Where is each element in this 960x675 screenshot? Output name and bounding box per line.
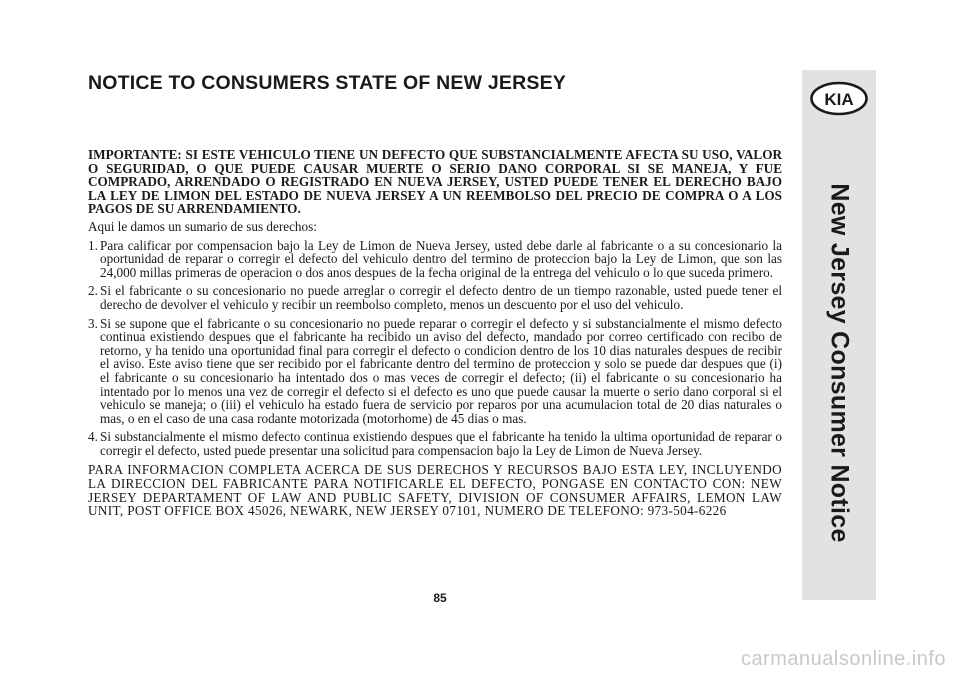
page-title: NOTICE TO CONSUMERS STATE OF NEW JERSEY [88, 72, 567, 94]
list-item-number: 3. [88, 315, 98, 331]
list-item-number: 1. [88, 237, 98, 253]
list-item-text: Si el fabricante o su concesionario no puede arreglar o corregir el defecto dentro de un tiempo razonable, usted puede tener el derecho de devolver el vehiculo y recibir un reembolso completo, menos un descuento por el uso del vehiculo. [100, 283, 782, 312]
list-item-number: 4. [88, 429, 98, 445]
intro-text: Aqui le damos un sumario de sus derechos: [88, 218, 317, 234]
page-number: 85 [433, 591, 447, 605]
list-item [88, 284, 782, 311]
contact-paragraph: PARA INFORMACION COMPLETA ACERCA DE SUS DERECHOS Y RECURSOS BAJO ESTA LEY, INCLUYENDO LA DIRECCION DEL FABRICANTE PARA NOTIFICARLE EL DEFECTO, PONGASE EN CONTACTO CON: NEW JERSEY DEPARTAMENT OF LAW AND PUBLIC SAFETY, DIVISION OF CONSUMER AFFAIRS, LEMON LAW UNIT, POST OFFICE BOX 45026, NEWARK, NEW JERSEY 07101, NUMERO DE TELEFONO: 973-504-6226 [88, 462, 782, 519]
rights-list [88, 239, 782, 458]
list-item-number: 2. [88, 283, 98, 299]
list-item [88, 239, 782, 280]
list-item [88, 317, 782, 426]
notice-body [88, 148, 782, 518]
sidebar-title-container [802, 128, 876, 598]
list-item-text: Si se supone que el fabricante o su concesionario no puede reparar o corregir el defecto y si substancialmente el mismo defecto continua existiendo despues que el fabricante ha recibido un aviso del defecto, mandado por correo certificado con recibo de retorno, y ha tenido una oportunidad final para corregir el defecto o condicion dentro de los 10 dias naturales despues de recibir el aviso. Este aviso tiene que ser recibido por el fabricante dentro del termino de proteccion y solo se puede dar despues que (i) el fabricante o su concesionario ha intentado dos o mas veces de corregir el defecto; (ii) el fabricante o su concesionario ha intentado por lo menos una vez de corregir el defecto si el defecto es uno que puede causar la muerte o serio dano corporal si el vehiculo se maneja; o (iii) el vehiculo ha estado fuera de servicio por reparos por una acumulacion total de 20 dias naturales o mas, o en el caso de una casa rodante motorizada (motorhome) de 45 dias o mas. [100, 315, 782, 426]
kia-logo [809, 80, 869, 117]
watermark: carmanualsonline.info [740, 648, 946, 670]
important-paragraph: IMPORTANTE: SI ESTE VEHICULO TIENE UN DEFECTO QUE SUBSTANCIALMENTE AFECTA SU USO, VALOR O SEGURIDAD, O QUE PUEDE CAUSAR MUERTE O SERIO DANO CORPORAL SI SE MANEJA, Y FUE COMPRADO, ARRENDADO O REGISTRADO EN NUEVA JERSEY, USTED PUEDE TENER EL DERECHO BAJO LA LEY DE LIMON DEL ESTADO DE NUEVA JERSEY A UN REEMBOLSO DEL PRECIO DE COMPRA O A LOS PAGOS DE SU ARRENDAMIENTO. [88, 147, 782, 217]
kia-logo-icon [809, 80, 869, 117]
list-item-text: Para calificar por compensacion bajo la Ley de Limon de Nueva Jersey, usted debe darle al fabricante o a su concesionario la oportunidad de reparar o corregir el defecto del vehiculo dentro del termino de proteccion bajo la Ley de Limon, que son las 24,000 millas primeras de operacion o dos anos despues de la fecha original de la entrega del vehiculo o lo que suceda primero. [100, 237, 782, 280]
list-item [88, 430, 782, 457]
section-title: New Jersey Consumer Notice [825, 183, 854, 543]
list-item-text: Si substancialmente el mismo defecto continua existiendo despues que el fabricante ha tenido la ultima oportunidad de reparar o corregir el defecto, usted puede presentar una solicitud para compensacion bajo la Ley de Limon de Nueva Jersey. [100, 429, 782, 458]
logo-wordmark: KIA [824, 90, 854, 109]
